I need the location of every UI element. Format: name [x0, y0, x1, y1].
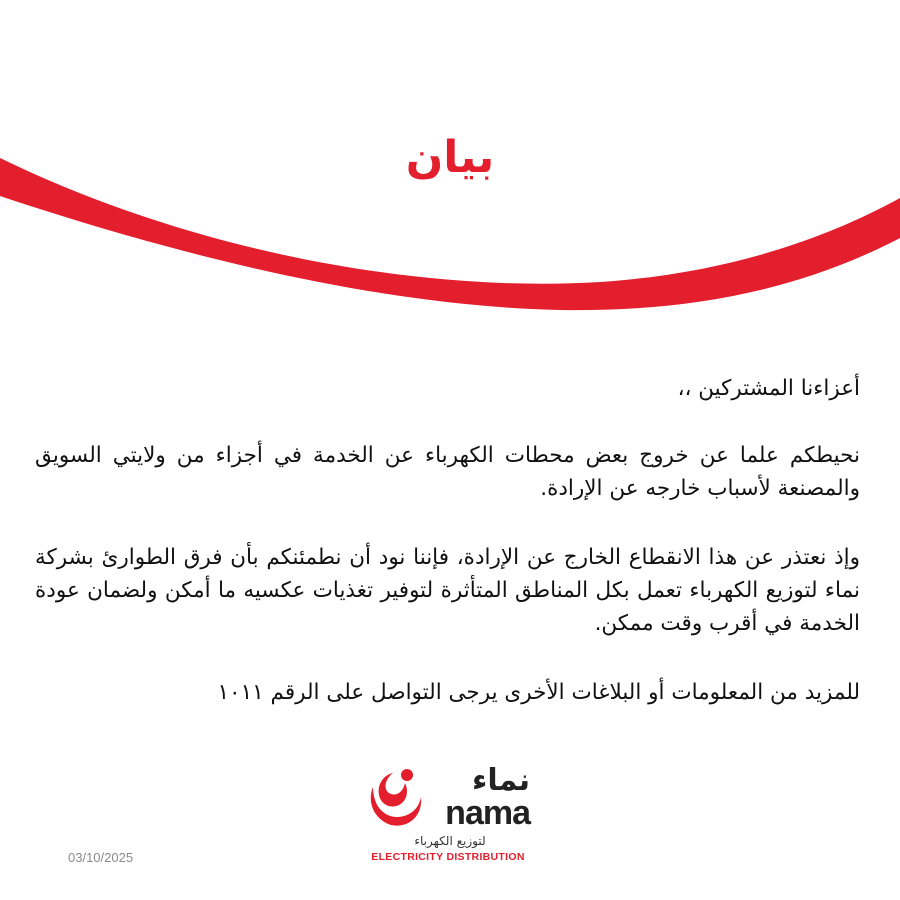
logo-arabic-tagline: لتوزيع الكهرباء	[414, 834, 486, 848]
logo-english-tagline: ELECTRICITY DISTRIBUTION	[371, 851, 525, 863]
statement-date: 03/10/2025	[68, 850, 134, 865]
paragraph-apology: وإذ نعتذر عن هذا الانقطاع الخارج عن الإرادة، فإننا نود أن نطمئنكم بأن فرق الطوارئ بشركة نماء لتوزيع الكهرباء تعمل بكل المناطق المتأثرة لتوفير تغذيات عكسيه ما أمكن ولضمان عودة الخدمة في أقرب وقت ممكن.	[35, 545, 860, 636]
nama-logo-mark-icon	[365, 765, 425, 829]
paragraph-outage: نحيطكم علما عن خروج بعض محطات الكهرباء عن الخدمة في أجزاء من ولايتي السويق والمصنعة لأسباب خارجه عن الإرادة.	[35, 443, 860, 501]
logo-arabic-name: نماء	[472, 763, 530, 798]
statement-body	[35, 372, 860, 709]
paragraph-contact: للمزيد من المعلومات أو البلاغات الأخرى يرجى التواصل على الرقم ١٠١١	[217, 680, 860, 705]
nama-logo	[360, 765, 530, 865]
logo-latin-name: nama	[445, 794, 530, 832]
page-title: بيان	[405, 132, 495, 183]
greeting: أعزاءنا المشتركين ،،	[677, 376, 860, 401]
